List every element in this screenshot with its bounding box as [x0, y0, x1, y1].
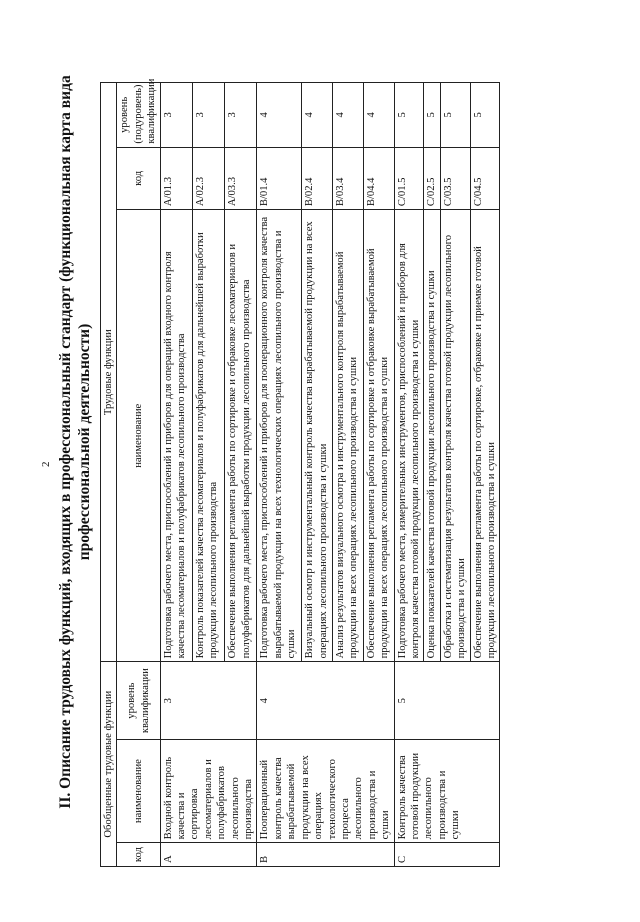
function-name: Подготовка рабочего места, измерительных инструментов, приспособлений и приборов для контроля качества готовой продукции лесопильного производства и сушки — [394, 210, 424, 662]
function-name: Обеспечение выполнения регламента работы по сортировке, отбраковке и приемке готовой продукции лесопильного производства и сушки — [470, 210, 500, 662]
group-name: Входной контроль качества и сортировка лесоматериалов и полуфабрикатов лесопильного производства — [160, 739, 257, 842]
function-code: A/02.3 — [192, 147, 224, 209]
header-code: код — [117, 843, 160, 867]
function-level: 3 — [192, 83, 224, 148]
function-code: C/03.5 — [440, 147, 470, 209]
header-level: уровень квалификации — [117, 662, 160, 740]
section-title-line-1: II. Описание трудовых функций, входящих в профессиональный стандарт (функциональная карта вида — [57, 75, 74, 809]
function-name: Обработка и систематизация результатов контроля качества готовой продукции лесопильного производства и сушки — [440, 210, 470, 662]
function-name: Обеспечение выполнения регламента работы по сортировке и отбраковке вырабатываемой продукции на всех операциях лесопильного производства и сушки — [363, 210, 394, 662]
functional-map-table — [100, 78, 500, 867]
function-level: 4 — [363, 83, 394, 148]
function-level: 3 — [160, 83, 192, 148]
function-level: 3 — [225, 83, 257, 148]
group-level: 5 — [394, 662, 500, 740]
section-title-line-2: профессиональной деятельности) — [76, 323, 93, 561]
function-code: C/01.5 — [394, 147, 424, 209]
function-name: Подготовка рабочего места, приспособлений и приборов для пооперационного контроля качества вырабатываемой продукции на всех технологических операциях лесопильного производства и сушки — [257, 210, 302, 662]
page-number: 2 — [40, 461, 52, 467]
header-generalized-functions: Обобщенные трудовые функции — [101, 662, 117, 867]
function-code: A/03.3 — [225, 147, 257, 209]
function-code: B/01.4 — [257, 147, 302, 209]
function-name: Обеспечение выполнения регламента работы по сортировке и отбраковке лесоматериалов и полуфабрикатов для дальнейшей выработки продукции лесопильного производства — [225, 210, 257, 662]
function-code: B/04.4 — [363, 147, 394, 209]
function-name: Оценка показателей качества готовой продукции лесопильного производства и сушки — [424, 210, 440, 662]
function-code: B/02.4 — [302, 147, 333, 209]
table-row — [160, 83, 192, 867]
function-level: 5 — [394, 83, 424, 148]
group-level: 4 — [257, 662, 394, 740]
function-level: 5 — [424, 83, 440, 148]
header-labor-name: наименование — [117, 210, 160, 662]
function-name: Контроль показателей качества лесоматериалов и полуфабрикатов для дальнейшей выработки продукции лесопильного производства — [192, 210, 224, 662]
header-labor-code: код — [117, 147, 160, 209]
group-name: Пооперационный контроль качества вырабатываемой продукции на всех операциях технологического процесса лесопильного производства и сушки — [257, 739, 394, 842]
table-row — [257, 83, 302, 867]
section-title — [56, 52, 94, 832]
function-code: A/01.3 — [160, 147, 192, 209]
function-level: 4 — [302, 83, 333, 148]
table-row — [394, 83, 424, 867]
header-labor-level: уровень (подуровень) квалификации — [117, 83, 160, 148]
function-level: 4 — [257, 83, 302, 148]
group-code: C — [394, 843, 500, 867]
group-level: 3 — [160, 662, 257, 740]
function-level: 5 — [440, 83, 470, 148]
function-name: Анализ результатов визуального осмотра и инструментального контроля вырабатываемой продукции на всех операциях лесопильного производства и сушки — [332, 210, 363, 662]
group-name: Контроль качества готовой продукции лесопильного производства и сушки — [394, 739, 500, 842]
group-code: B — [257, 843, 394, 867]
function-code: C/04.5 — [470, 147, 500, 209]
function-level: 5 — [470, 83, 500, 148]
function-name: Подготовка рабочего места, приспособлений и приборов для операций входного контроля качества лесоматериалов и полуфабрикатов лесопильного производства — [160, 210, 192, 662]
header-name: наименование — [117, 739, 160, 842]
function-name: Визуальный осмотр и инструментальный контроль качества вырабатываемой продукции на всех операциях лесопильного производства и сушки — [302, 210, 333, 662]
function-level: 4 — [332, 83, 363, 148]
function-code: B/03.4 — [332, 147, 363, 209]
header-labor-functions: Трудовые функции — [101, 83, 117, 662]
function-code: C/02.5 — [424, 147, 440, 209]
group-code: A — [160, 843, 257, 867]
